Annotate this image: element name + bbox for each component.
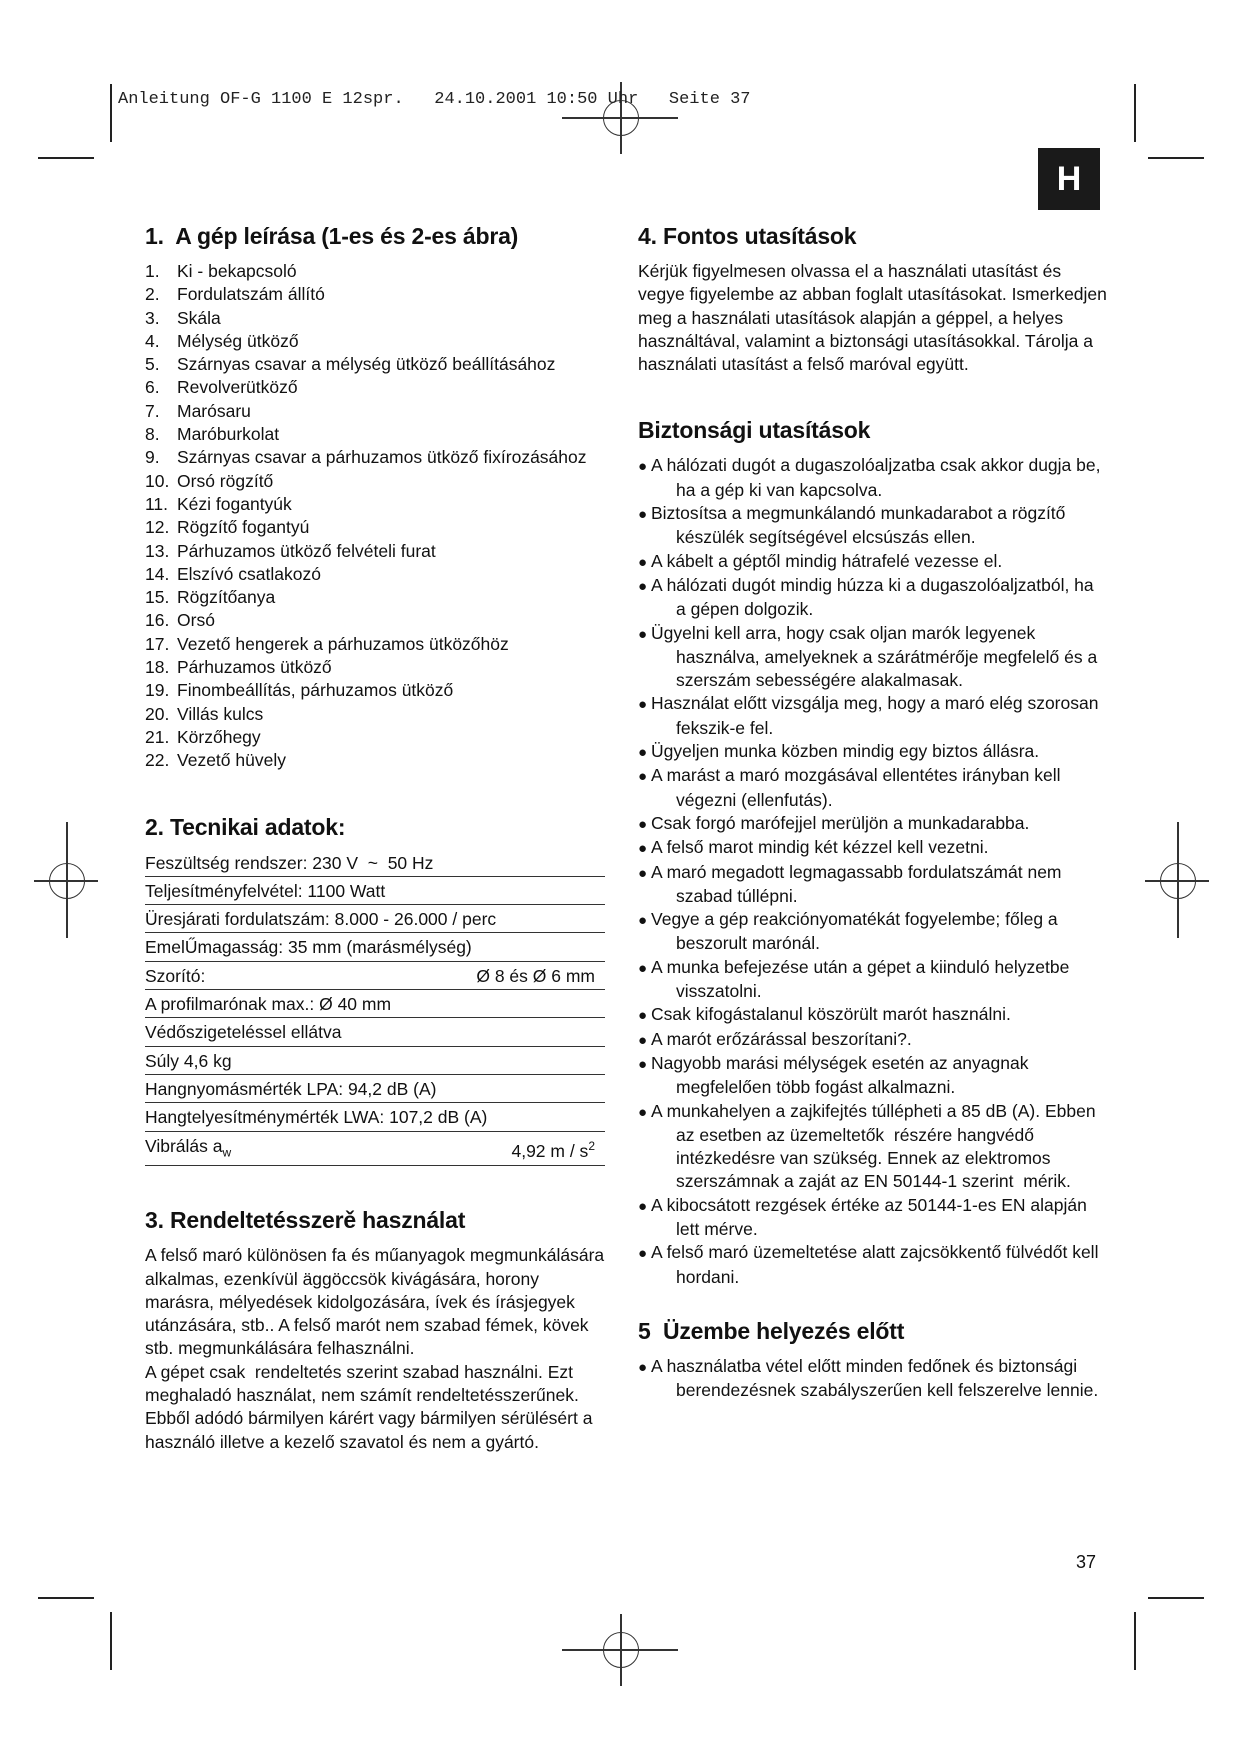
part-label: Fordulatszám állító [177, 284, 325, 305]
part-label: Skála [177, 307, 221, 328]
safety-item-text: A felső marot mindig két kézzel kell vezetni. [651, 837, 989, 858]
part-label: Mélység ütköző [177, 330, 299, 351]
spec-label: Szorító: [145, 965, 206, 986]
part-number: 14. [145, 563, 170, 584]
safety-item-text: A kibocsátott rezgések értéke az 50144-1-es EN alapján lett mérve. [651, 1194, 1092, 1239]
crop-mark [110, 1612, 112, 1670]
part-label: Orsó [177, 610, 215, 631]
part-label: Ki - bekapcsoló [177, 261, 297, 281]
spec-row [145, 849, 605, 877]
part-item [145, 749, 610, 772]
bullet-icon: ● [638, 1007, 648, 1025]
spec-label: Üresjárati fordulatszám: 8.000 - 26.000 / perc [145, 909, 497, 930]
safety-item-text: Csak forgó marófejjel merüljön a munkadarabba. [651, 812, 1030, 833]
part-label: Kézi fogantyúk [177, 493, 292, 514]
spec-value-vibration: 4,92 m / $s^2$ [511, 1138, 595, 1161]
page-number: 37 [1076, 1552, 1097, 1572]
spec-label: Súly 4,6 kg [145, 1050, 232, 1071]
part-item [145, 586, 610, 609]
part-item [145, 703, 610, 726]
safety-item [638, 622, 1108, 693]
part-number: 18. [145, 657, 170, 678]
section-4-title: 4. Fontos utasítások [638, 223, 857, 249]
bullet-icon: ● [638, 1245, 648, 1263]
safety-item-text: A marót erőzárással beszorítani?. [651, 1028, 912, 1049]
registration-mark-right [1177, 822, 1179, 938]
bullet-icon: ● [638, 577, 648, 595]
part-label: Maróburkolat [177, 424, 280, 445]
part-number: 8. [145, 424, 160, 445]
part-number: 6. [145, 377, 160, 398]
part-item [145, 376, 610, 399]
safety-item-text: Biztosítsa a megmunkálandó munkadarabot a rögzítő készülék segítségével elcsúszás ellen. [651, 503, 1071, 548]
language-tab: H [1038, 148, 1100, 210]
part-label: Vezető hüvely [177, 750, 286, 771]
bullet-icon: ● [638, 553, 648, 571]
safety-item [638, 861, 1108, 909]
crop-mark [1134, 1612, 1136, 1670]
part-number: 11. [145, 493, 169, 514]
part-label: Párhuzamos ütköző felvételi furat [177, 540, 436, 561]
safety-item-text: A munka befejezése után a gépet a kiinduló helyzetbe visszatolni. [651, 956, 1075, 1002]
safety-item-text: A hálózati dugót a dugaszolóaljzatba csak akkor dugja be, ha a gép ki van kapcsolva. [651, 455, 1106, 500]
left-column [145, 222, 610, 1454]
bullet-icon: ● [638, 458, 648, 476]
spec-label: EmelŰmagasság: 35 mm (marásmélység) [145, 937, 472, 958]
part-number: 3. [145, 307, 160, 328]
part-item [145, 307, 610, 330]
part-item [145, 423, 610, 446]
safety-item [638, 502, 1108, 550]
bullet-icon: ● [638, 768, 648, 786]
part-label: Orsó rögzítő [177, 470, 274, 491]
registration-mark-bottom [620, 1614, 622, 1686]
print-header: Anleitung OF-G 1100 E 12spr. 24.10.2001 10:50 Uhr Seite 37 [118, 90, 751, 109]
part-number: 12. [145, 517, 170, 538]
safety-list [638, 454, 1108, 1288]
safety-item [638, 764, 1108, 812]
safety-item-text: A kábelt a géptől mindig hátrafelé vezesse el. [651, 550, 1003, 571]
bullet-icon: ● [638, 912, 648, 930]
registration-mark-left [66, 822, 68, 938]
safety-item [638, 812, 1108, 836]
part-label: Szárnyas csavar a mélység ütköző beállításához [177, 354, 556, 375]
part-number: 9. [145, 447, 160, 468]
safety-item-text: A maró megadott legmagassabb fordulatszámát nem szabad túllépni. [651, 861, 1067, 906]
part-item [145, 656, 610, 679]
bullet-icon: ● [638, 1358, 648, 1376]
spec-label: Teljesítményfelvétel: 1100 Watt [145, 880, 386, 901]
part-number: 4. [145, 330, 160, 351]
part-number: 17. [145, 633, 170, 654]
spec-row [145, 1046, 605, 1074]
safety-title: Biztonsági utasítások [638, 417, 871, 444]
safety-item [638, 1100, 1108, 1194]
safety-item [638, 740, 1108, 764]
section-1-title: 1. A gép leírása (1-es és 2-es ábra) [145, 223, 519, 249]
safety-item [638, 908, 1108, 956]
spec-row [145, 990, 605, 1018]
crop-mark [1148, 157, 1204, 159]
part-item [145, 283, 610, 306]
safety-item [638, 1028, 1108, 1052]
right-column [638, 222, 1108, 1402]
bullet-icon: ● [638, 696, 648, 714]
safety-item-text: Vegye a gép reakciónyomatékát fogyelembe; főleg a beszorult marónál. [651, 909, 1063, 954]
part-number: 1. [145, 261, 160, 281]
safety-item [638, 574, 1108, 622]
part-label: Marósaru [177, 400, 251, 421]
crop-mark [38, 157, 94, 159]
bullet-icon: ● [638, 506, 648, 524]
part-number: 16. [145, 610, 170, 631]
part-number: 21. [145, 726, 170, 747]
part-label: Revolverütköző [177, 377, 298, 398]
part-number: 22. [145, 750, 170, 771]
parts-list [145, 260, 610, 773]
spec-label: A profilmarónak max.: Ø 40 mm [145, 994, 392, 1015]
part-number: 19. [145, 680, 170, 701]
section-3-paragraph: A gépet csak rendeltetés szerint szabad használni. Ezt meghaladó használat, nem számít rendeltetésszerűnek. Ebből adódó bármilyen kárért vagy bármilyen sérülésért a használó illetve a kezelő szavatol és nem a gyártó. [145, 1361, 598, 1452]
part-item [145, 516, 610, 539]
part-item [145, 446, 610, 469]
safety-item [638, 1194, 1108, 1242]
bullet-icon: ● [638, 1197, 648, 1215]
spec-label: Feszültség rendszer: 230 V ~ 50 Hz [145, 852, 434, 873]
part-label: Párhuzamos ütköző [177, 657, 332, 678]
part-item [145, 400, 610, 423]
section-4-text: Kérjük figyelmesen olvassa el a használati utasítást és vegye figyelembe az abban foglalt utasításokat. Ismerkedjen meg a használati utasítások alapján a géppel, a helyes használtával, valamint a biztonsági utasításokkal. Tárolja a használati utasítást a felső maróval együtt. [638, 261, 1107, 375]
safety-item [638, 956, 1108, 1004]
safety-item [638, 454, 1108, 502]
safety-item-text: A használatba vétel előtt minden fedőnek és biztonsági berendezésnek szabályszerűen kell felszerelve lennie. [651, 1355, 1099, 1401]
safety-item [638, 1003, 1108, 1027]
spec-row [145, 905, 605, 933]
safety-item [638, 1241, 1108, 1289]
spec-label-vibration: Vibrálás $a_w$ [145, 1135, 232, 1159]
part-label: Villás kulcs [177, 703, 264, 724]
safety-item-text: Nagyobb marási mélységek esetén az anyagnak megfelelően több fogást alkalmazni. [651, 1052, 1034, 1098]
bullet-icon: ● [638, 815, 648, 833]
part-label: Körzőhegy [177, 726, 261, 747]
part-item [145, 540, 610, 563]
spec-row [145, 1074, 605, 1102]
spec-row [145, 961, 605, 989]
part-label: Vezető hengerek a párhuzamos ütközőhöz [177, 633, 509, 654]
crop-mark [38, 1597, 94, 1599]
safety-item-text: Ügyeljen munka közben mindig egy biztos állásra. [651, 741, 1040, 762]
safety-item-text: A hálózati dugót mindig húzza ki a dugaszolóaljzatból, ha a gépen dolgozik. [651, 574, 1099, 620]
safety-item [638, 550, 1108, 574]
safety-item-text: Ügyelni kell arra, hogy csak oljan marók legyenek használva, amelyeknek a szárátmérője megfelelő és a szerszám sebességére alakalmasak. [651, 622, 1103, 691]
part-item [145, 260, 610, 283]
safety-item-text: A felső maró üzemeltetése alatt zajcsökkentő fülvédőt kell hordani. [651, 1242, 1104, 1287]
part-label: Rögzítő fogantyú [177, 517, 310, 538]
part-item [145, 493, 610, 516]
bullet-icon: ● [638, 744, 648, 762]
part-item [145, 353, 610, 376]
crop-mark [110, 84, 112, 142]
part-label: Finombeállítás, párhuzamos ütköző [177, 680, 454, 701]
section-5-list [638, 1355, 1108, 1403]
section-3-title: 3. Rendeltetésszerě használat [145, 1207, 466, 1234]
bullet-icon: ● [638, 864, 648, 882]
spec-value: Ø 8 és Ø 6 mm [476, 965, 595, 986]
part-item [145, 330, 610, 353]
spec-row [145, 876, 605, 904]
bullet-icon: ● [638, 959, 648, 977]
specs-table [145, 849, 605, 1167]
crop-mark [1148, 1597, 1204, 1599]
part-item [145, 470, 610, 493]
bullet-icon: ● [638, 840, 648, 858]
spec-row-vibration [145, 1131, 605, 1166]
bullet-icon: ● [638, 1031, 648, 1049]
safety-item [638, 836, 1108, 860]
part-number: 13. [145, 540, 170, 561]
part-number: 5. [145, 354, 160, 375]
part-label: Elszívó csatlakozó [177, 563, 321, 584]
part-label: Rögzítőanya [177, 587, 276, 608]
part-number: 15. [145, 587, 170, 608]
safety-item-text: A munkahelyen a zajkifejtés túllépheti a 85 dB (A). Ebben az esetben az üzemeltetők részére hangvédő intézkedésre van szükség. Ennek az elektromos szerszámnak a zaját az EN 50144-1 szerint mérik. [651, 1100, 1101, 1192]
spec-row [145, 1103, 605, 1131]
section-3-body [145, 1244, 610, 1454]
safety-item [638, 692, 1108, 740]
part-item [145, 633, 610, 656]
safety-item-text: Használat előtt vizsgálja meg, hogy a maró elég szorosan fekszik-e fel. [651, 693, 1104, 738]
safety-item-text: A marást a maró mozgásával ellentétes irányban kell végezni (ellenfutás). [651, 765, 1066, 810]
part-number: 7. [145, 400, 160, 421]
safety-item-text: Csak kifogástalanul köszörült marót használni. [651, 1004, 1011, 1025]
spec-label: Hangnyomásmérték LPA: 94,2 dB (A) [145, 1078, 437, 1099]
section-5-title: 5 Üzembe helyezés előtt [638, 1317, 905, 1344]
part-item [145, 609, 610, 632]
safety-item [638, 1052, 1108, 1100]
part-item [145, 726, 610, 749]
part-number: 2. [145, 284, 160, 305]
part-item [145, 679, 610, 702]
bullet-icon: ● [638, 625, 648, 643]
bullet-icon: ● [638, 1103, 648, 1121]
section-2-title: 2. Tecnikai adatok: [145, 813, 346, 840]
part-number: 20. [145, 703, 170, 724]
safety-item [638, 1355, 1108, 1403]
part-label: Szárnyas csavar a párhuzamos ütköző fixírozásához [177, 447, 587, 468]
crop-mark [1134, 84, 1136, 142]
section-3-paragraph: A felső maró különösen fa és műanyagok megmunkálására alkalmas, ezenkívül äggöccsök kivágására, horony marásra, mélyedések kidolgozására, ívek és írásjegyek utánzására, stb.. A felső marót nem szabad fémek, kövek stb. megmunkálására felhasználni. [145, 1245, 610, 1359]
spec-row [145, 933, 605, 961]
part-number: 10. [145, 470, 170, 491]
spec-label: Védőszigeteléssel ellátva [145, 1022, 342, 1043]
spec-row [145, 1018, 605, 1046]
bullet-icon: ● [638, 1055, 648, 1073]
spec-label: Hangtelyesítménymérték LWA: 107,2 dB (A) [145, 1107, 488, 1128]
part-item [145, 563, 610, 586]
